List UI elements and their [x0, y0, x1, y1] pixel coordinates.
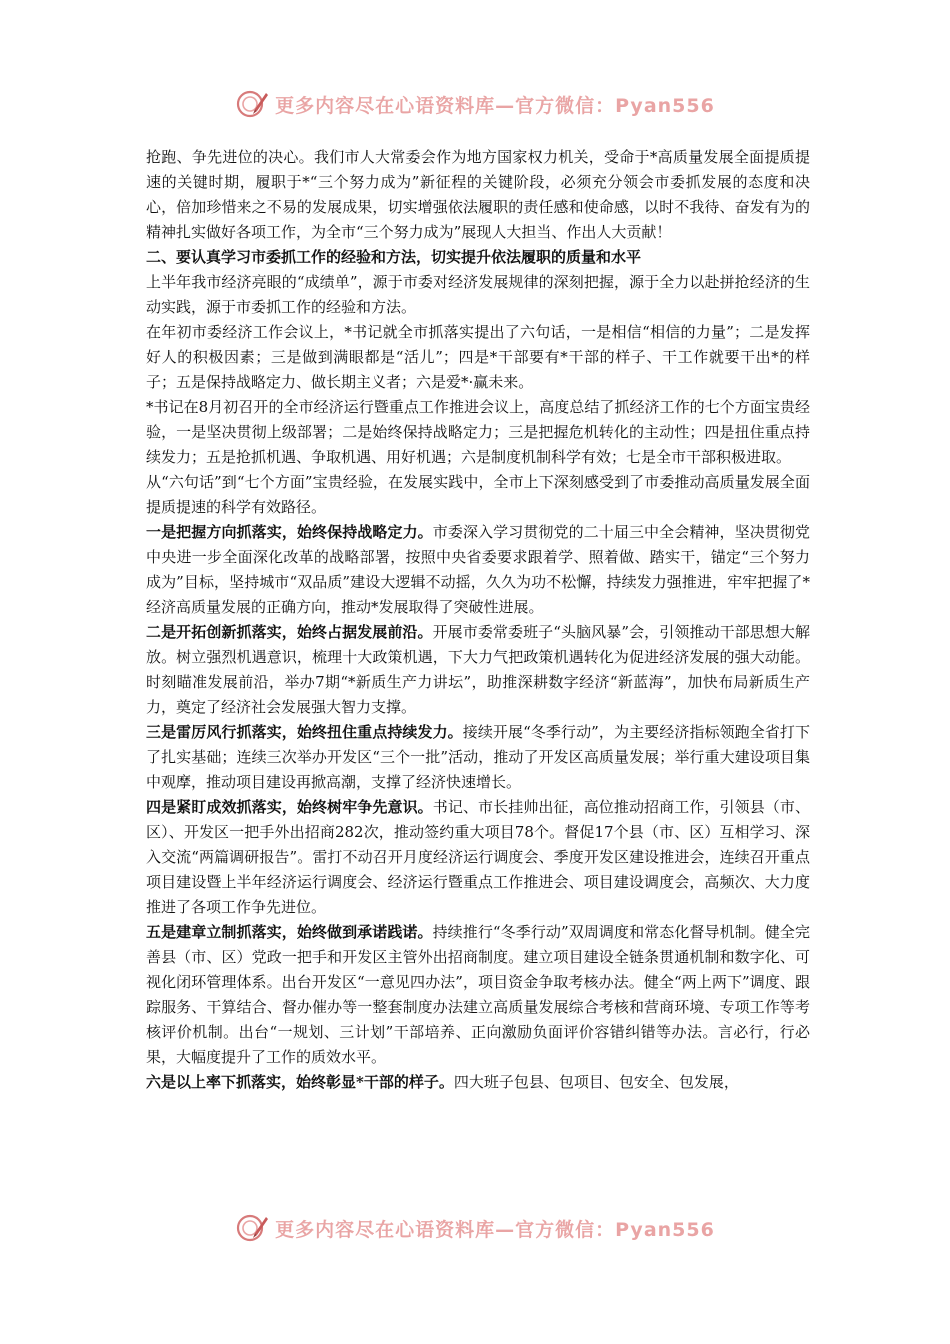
- paragraph: [146, 520, 810, 620]
- paragraph: *书记在8月初召开的全市经济运行暨重点工作推进会议上，高度总结了抓经济工作的七个方面宝贵经验，一是坚决贯彻上级部署；二是始终保持战略定力；三是把握危机转化的主动性；四是扭住重点持续发力；五是抢抓机遇、争取机遇、用好机遇；六是制度机制科学有效；七是全市干部积极进取。: [146, 398, 810, 466]
- banner-text: 更多内容尽在心语资料库—官方微信：Pyan556: [275, 1218, 715, 1241]
- point-text: 四大班子包县、包项目、包安全、包发展，: [453, 1073, 739, 1091]
- point-lead: 二是开拓创新抓落实，始终占据发展前沿。: [146, 623, 433, 641]
- point-text: 书记、市长挂帅出征，高位推动招商工作，引领县（市、区）、开发区一把手外出招商282次，推动签约重大项目78个。督促17个县（市、区）互相学习、深入交流“两篇调研报告”。雷打不动召开月度经济运行调度会、季度开发区建设推进会，连续召开重点项目建设暨上半年经济运行调度会、经济运行暨重点工作推进会、项目建设调度会，高频次、大力度推进了各项工作争先进位。: [146, 798, 810, 916]
- point-text: 持续推行“冬季行动”双周调度和常态化督导机制。健全完善县（市、区）党政一把手和开发区主管外出招商制度。建立项目建设全链条贯通机制和数字化、可视化闭环管理体系。出台开发区“一意见四办法”，项目资金争取考核办法。健全“两上两下”调度、跟踪服务、干算结合、督办催办等一整套制度办法建立高质量发展综合考核和营商环境、专项工作等考核评价机制。出台“一规划、三计划”干部培养、正向激励负面评价容错纠错等办法。言必行，行必果，大幅度提升了工作的质效水平。: [146, 923, 810, 1066]
- point-lead: 一是把握方向抓落实，始终保持战略定力。: [146, 523, 433, 541]
- point-lead: 四是紧盯成效抓落实，始终树牢争先意识。: [146, 798, 433, 816]
- section-heading: 二、要认真学习市委抓工作的经验和方法，切实提升依法履职的质量和水平: [146, 248, 642, 266]
- paragraph: [146, 720, 810, 795]
- pen-logo-icon: [235, 1211, 269, 1245]
- paragraph: 上半年我市经济亮眼的“成绩单”，源于市委对经济发展规律的深刻把握，源于全力以赴拼抢经济的生动实践，源于市委抓工作的经验和方法。: [146, 273, 810, 316]
- paragraph: [146, 920, 810, 1070]
- document-body: [146, 145, 810, 1095]
- header-banner: [0, 84, 950, 124]
- paragraph: [146, 1070, 810, 1095]
- point-lead: 五是建章立制抓落实，始终做到承诺践诺。: [146, 923, 433, 941]
- point-text: 开展市委常委班子“头脑风暴”会，引领推动干部思想大解放。树立强烈机遇意识，梳理十大政策机遇，下大力气把政策机遇转化为促进经济发展的强大动能。时刻瞄准发展前沿，举办7期“*新质生产力讲坛”，助推深耕数字经济“新蓝海”，加快布局新质生产力，奠定了经济社会发展强大智力支撑。: [146, 623, 810, 716]
- paragraph: 在年初市委经济工作会议上，*书记就全市抓落实提出了六句话，一是相信“相信的力量”；二是发挥好人的积极因素；三是做到满眼都是“活儿”；四是*干部要有*干部的样子、干工作就要干出*的样子；五是保持战略定力、做长期主义者；六是爱*·赢未来。: [146, 323, 810, 391]
- paragraph: 抢跑、争先进位的决心。我们市人大常委会作为地方国家权力机关，受命于*高质量发展全面提质提速的关键时期，履职于*“三个努力成为”新征程的关键阶段，必须充分领会市委抓发展的态度和决心，倍加珍惜来之不易的发展成果，切实增强依法履职的责任感和使命感，以时不我待、奋发有为的精神扎实做好各项工作，为全市“三个努力成为”展现人大担当、作出人大贡献！: [146, 148, 810, 241]
- point-text: 接续开展“冬季行动”，为主要经济指标领跑全省打下了扎实基础；连续三次举办开发区“三个一批”活动，推动了开发区高质量发展；举行重大建设项目集中观摩，推动项目建设再掀高潮，支撑了经济快速增长。: [146, 723, 810, 791]
- paragraph: [146, 795, 810, 920]
- banner-text: 更多内容尽在心语资料库—官方微信：Pyan556: [275, 94, 715, 117]
- paragraph: 从“六句话”到“七个方面”宝贵经验，在发展实践中，全市上下深刻感受到了市委推动高质量发展全面提质提速的科学有效路径。: [146, 473, 810, 516]
- point-text: 市委深入学习贯彻党的二十届三中全会精神，坚决贯彻党中央进一步全面深化改革的战略部署，按照中央省委要求跟着学、照着做、踏实干，锚定“三个努力成为”目标，坚持城市“双品质”建设大逻辑不动摇，久久为功不松懈，持续发力强推进，牢牢把握了*经济高质量发展的正确方向，推动*发展取得了突破性进展。: [146, 523, 810, 616]
- point-lead: 六是以上率下抓落实，始终彰显*干部的样子。: [146, 1073, 454, 1091]
- paragraph: [146, 620, 810, 720]
- footer-banner: [0, 1208, 950, 1248]
- pen-logo-icon: [235, 87, 269, 121]
- point-lead: 三是雷厉风行抓落实，始终扭住重点持续发力。: [146, 723, 463, 741]
